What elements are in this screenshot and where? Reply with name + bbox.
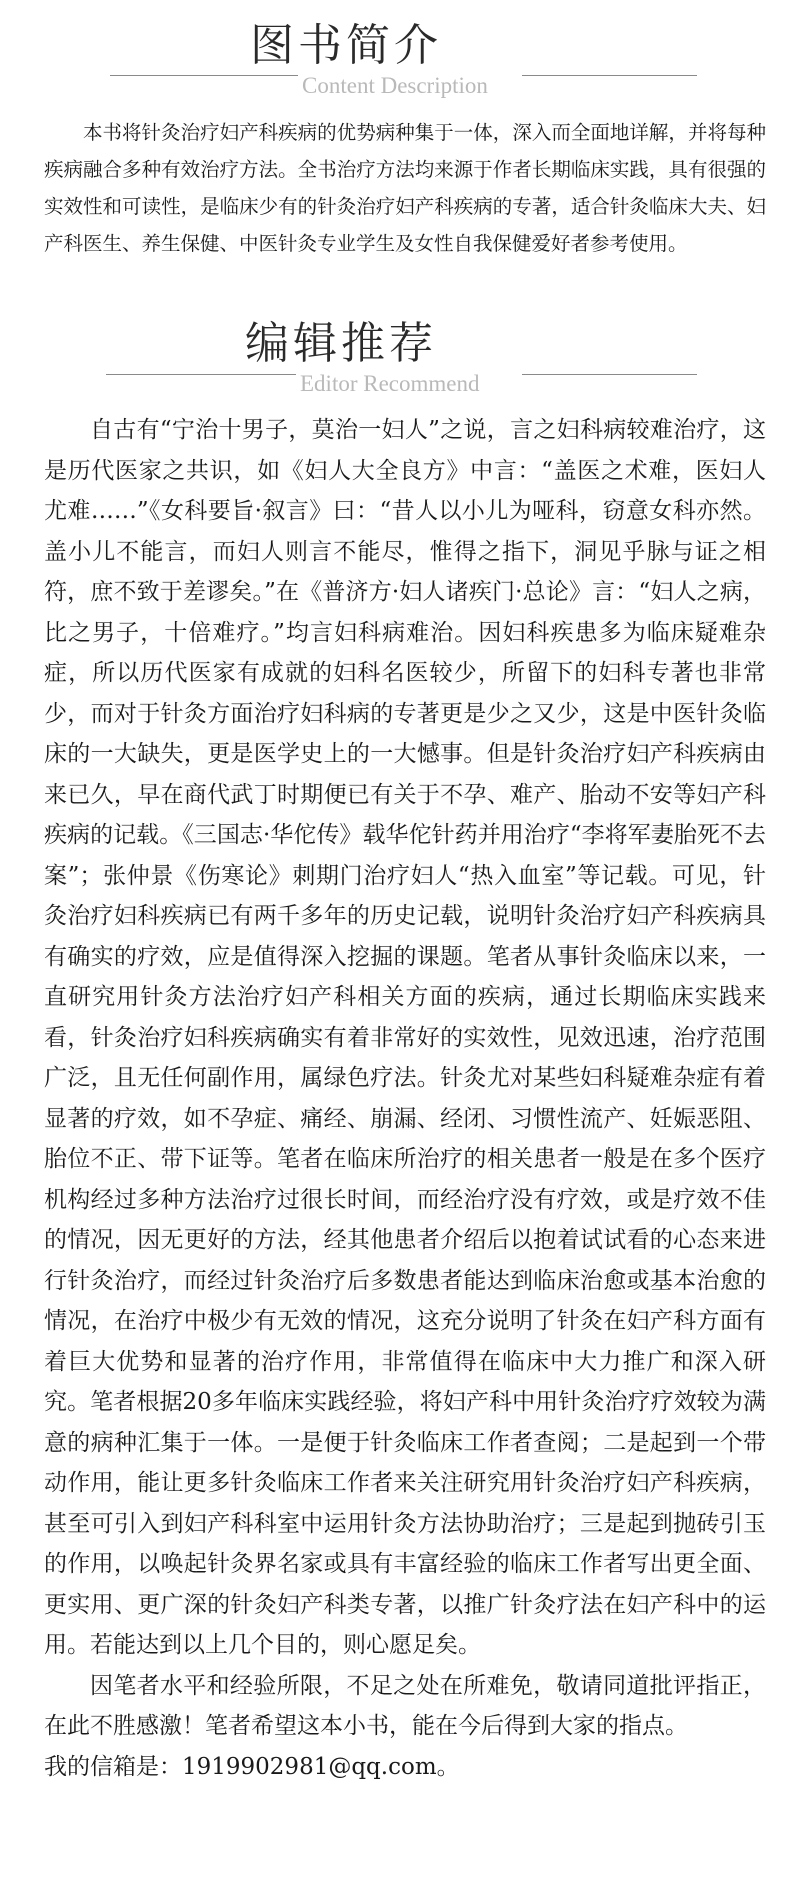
header-rule-right xyxy=(522,75,697,76)
editor-recommend-header xyxy=(0,318,809,398)
content-description-header xyxy=(0,20,809,100)
editor-recommend-title: 编辑推荐 xyxy=(245,318,437,369)
content-description-subtitle: Content Description xyxy=(302,73,488,98)
editor-recommend-subtitle: Editor Recommend xyxy=(300,371,480,396)
content-description-body xyxy=(44,114,766,262)
content-description-title: 图书简介 xyxy=(250,20,442,71)
header-rule-left xyxy=(110,75,298,76)
content-description-paragraph: 本书将针灸治疗妇产科疾病的优势病种集于一体，深入而全面地详解，并将每种疾病融合多种有效治疗方法。全书治疗方法均来源于作者长期临床实践，具有很强的实效性和可读性，是临床少有的针灸治疗妇产科疾病的专著，适合针灸临床大夫、妇产科医生、养生保健、中医针灸专业学生及女性自我保健爱好者参考使用。 xyxy=(44,121,766,255)
contact-email-line: 我的信箱是：1919902981@qq.com。 xyxy=(44,1753,460,1780)
editor-recommend-paragraph-main: 自古有“宁治十男子，莫治一妇人”之说，言之妇科病较难治疗，这是历代医家之共识，如《妇人大全良方》中言：“盖医之术难，医妇人尤难……”《女科要旨·叙言》曰：“昔人以小儿为哑科，窃意女科亦然。盖小儿不能言，而妇人则言不能尽，惟得之指下，洞见乎脉与证之相符，庶不致于差谬矣。”在《普济方·妇人诸疾门·总论》言：“妇人之病，比之男子，十倍难疗。”均言妇科病难治。因妇科疾患多为临床疑难杂症，所以历代医家有成就的妇科名医较少，所留下的妇科专著也非常少，而对于针灸方面治疗妇科病的专著更是少之又少，这是中医针灸临床的一大缺失，更是医学史上的一大憾事。但是针灸治疗妇产科疾病由来已久，早在商代武丁时期便已有关于不孕、难产、胎动不安等妇产科疾病的记载。《三国志·华佗传》载华佗针药并用治疗“李将军妻胎死不去案”；张仲景《伤寒论》刺期门治疗妇人“热入血室”等记载。可见，针灸治疗妇科疾病已有两千多年的历史记载，说明针灸治疗妇产科疾病具有确实的疗效，应是值得深入挖掘的课题。笔者从事针灸临床以来，一直研究用针灸方法治疗妇产科相关方面的疾病，通过长期临床实践来看，针灸治疗妇科疾病确实有着非常好的实效性，见效迅速，治疗范围广泛，且无任何副作用，属绿色疗法。针灸尤对某些妇科疑难杂症有着显著的疗效，如不孕症、痛经、崩漏、经闭、习惯性流产、妊娠恶阻、胎位不正、带下证等。笔者在临床所治疗的相关患者一般是在多个医疗机构经过多种方法治疗过很长时间，而经治疗没有疗效，或是疗效不佳的情况，因无更好的方法，经其他患者介绍后以抱着试试看的心态来进行针灸治疗，而经过针灸治疗后多数患者能达到临床治愈或基本治愈的情况，在治疗中极少有无效的情况，这充分说明了针灸在妇产科方面有着巨大优势和显著的治疗作用，非常值得在临床中大力推广和深入研究。笔者根据20多年临床实践经验，将妇产科中用针灸治疗疗效较为满意的病种汇集于一体。一是便于针灸临床工作者查阅；二是起到一个带动作用，能让更多针灸临床工作者来关注研究用针灸治疗妇产科疾病，甚至可引入到妇产科科室中运用针灸方法协助治疗；三是起到抛砖引玉的作用，以唤起针灸界名家或具有丰富经验的临床工作者写出更全面、更实用、更广深的针灸妇产科类专著，以推广针灸疗法在妇产科中的运用。若能达到以上几个目的，则心愿足矣。 xyxy=(44,417,766,1658)
editor-recommend-body xyxy=(44,410,766,1787)
header-rule-left xyxy=(106,374,296,375)
header-rule-right xyxy=(522,374,697,375)
editor-recommend-paragraph-closing: 因笔者水平和经验所限，不足之处在所难免，敬请同道批评指正，在此不胜感激！笔者希望这本小书，能在今后得到大家的指点。 xyxy=(44,1672,766,1739)
